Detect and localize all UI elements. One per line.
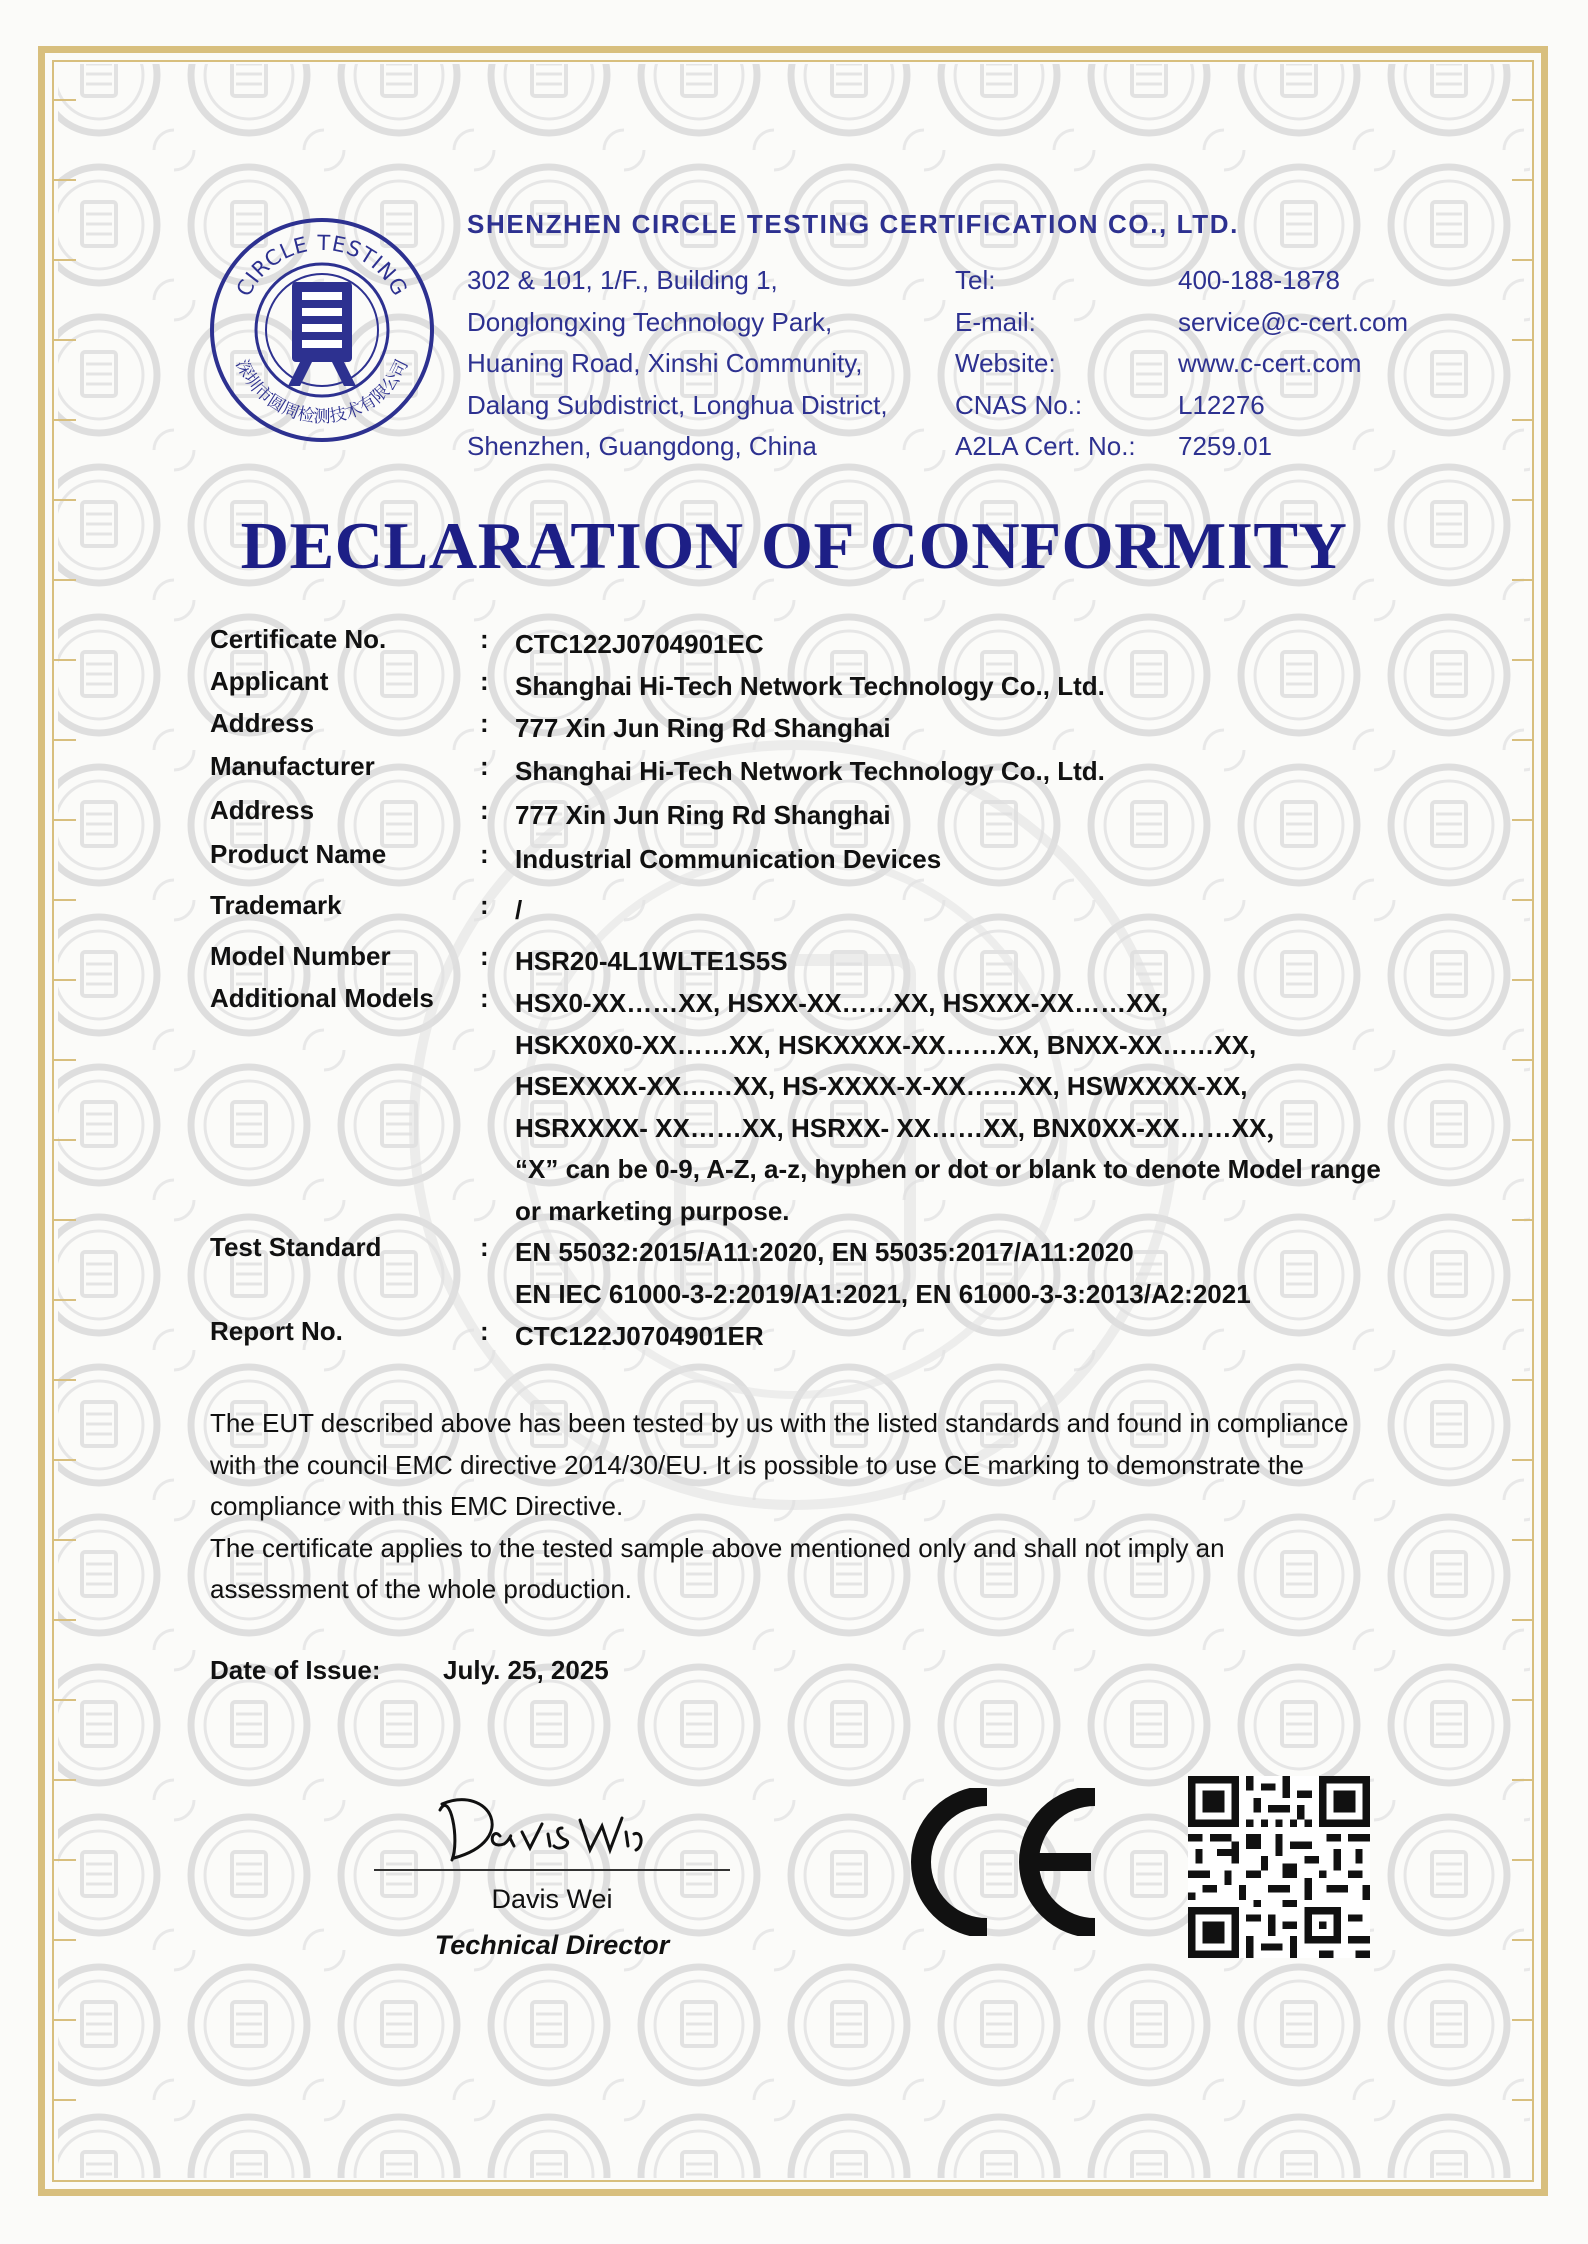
website-value[interactable]: www.c-cert.com [1178, 348, 1362, 378]
date-of-issue-label: Date of Issue: [210, 1655, 381, 1685]
left-border-ticks [54, 60, 78, 2182]
field-value: / [515, 895, 523, 925]
address-line: Donglongxing Technology Park, [467, 306, 833, 337]
field-colon: : [480, 708, 489, 738]
compliance-statement [210, 1403, 1460, 1611]
statement-line: The EUT described above has been tested by us with the listed standards and found in compliance [210, 1408, 1349, 1438]
field-colon: : [480, 983, 489, 1013]
field-colon: : [480, 941, 489, 971]
contact-labels [955, 260, 1136, 468]
field-value: CTC122J0704901EC [515, 629, 764, 659]
field-value: 777 Xin Jun Ring Rd Shanghai [515, 800, 891, 830]
field-label: Certificate No. [210, 624, 387, 654]
field-label: Model Number [210, 941, 391, 971]
field-label: Applicant [210, 666, 329, 696]
field-row-additional-models [210, 983, 1470, 1232]
signature-line [374, 1869, 730, 1871]
field-row-test-standard [210, 1232, 1470, 1316]
email-label: E-mail: [955, 306, 1036, 337]
field-row-trademark [210, 890, 1470, 941]
statement-line: with the council EMC directive 2014/30/EU. It is possible to use CE marking to demonstrate the [210, 1449, 1304, 1480]
field-value-line: or marketing purpose. [515, 1195, 790, 1226]
statement-line: compliance with this EMC Directive. [210, 1491, 624, 1521]
certificate-fields [210, 624, 1470, 1358]
a2la-label: A2LA Cert. No.: [955, 431, 1136, 461]
field-value-line: HSX0-XX……XX, HSXX-XX……XX, HSXXX-XX……XX, [515, 988, 1169, 1018]
field-label: Trademark [210, 890, 342, 920]
signer-title: Technical Director [434, 1930, 670, 1960]
field-colon: : [480, 751, 489, 781]
field-colon: : [480, 624, 489, 654]
field-colon: : [480, 839, 489, 869]
field-row-applicant [210, 666, 1470, 708]
field-row-certificate-no [210, 624, 1470, 666]
a2la-value: 7259.01 [1178, 431, 1272, 461]
field-value: Shanghai Hi-Tech Network Technology Co., Ltd. [515, 756, 1105, 786]
field-label: Additional Models [210, 983, 434, 1013]
handwritten-signature [430, 1780, 650, 1876]
field-value-line: EN IEC 61000-3-2:2019/A1:2021, EN 61000-3-3:2013/A2:2021 [515, 1278, 1251, 1309]
field-label: Report No. [210, 1316, 343, 1346]
field-label: Address [210, 795, 315, 825]
field-value-line: EN 55032:2015/A11:2020, EN 55035:2017/A11:2020 [515, 1237, 1134, 1267]
date-of-issue-value: July. 25, 2025 [443, 1655, 609, 1685]
field-value: Shanghai Hi-Tech Network Technology Co., Ltd. [515, 671, 1105, 701]
svg-text:深圳市圆周检测技术有限公司 [231, 357, 412, 427]
field-colon: : [480, 666, 489, 696]
field-value-line: HSKX0X0-XX……XX, HSKXXXX-XX……XX, BNXX-XX……XX, [515, 1029, 1257, 1060]
cnas-label: CNAS No.: [955, 389, 1083, 420]
field-colon: : [480, 1316, 489, 1346]
field-value: Industrial Communication Devices [515, 844, 942, 874]
field-row-address [210, 708, 1470, 751]
field-row-model-number [210, 941, 1470, 983]
signer-name: Davis Wei [491, 1884, 613, 1914]
field-colon: : [480, 890, 489, 920]
cnas-value: L12276 [1178, 389, 1265, 420]
field-label: Address [210, 708, 315, 738]
statement-line: The certificate applies to the tested sample above mentioned only and shall not imply an [210, 1532, 1225, 1563]
document-title: DECLARATION OF CONFORMITY [240, 509, 1348, 583]
circle-testing-seal-icon [208, 216, 436, 444]
right-border-ticks [1510, 60, 1534, 2182]
statement-line: assessment of the whole production. [210, 1574, 633, 1604]
address-line: Dalang Subdistrict, Longhua District, [467, 389, 888, 420]
field-value-line: “X” can be 0-9, A-Z, a-z, hyphen or dot or blank to denote Model range [515, 1154, 1381, 1184]
field-row-product-name [210, 839, 1470, 890]
field-value-line: HSRXXXX- XX……XX, HSRXX- XX……XX, BNX0XX-XX……XX， [515, 1112, 1293, 1143]
field-label: Test Standard [210, 1232, 382, 1262]
field-value: HSR20-4L1WLTE1S5S [515, 946, 788, 976]
address-line: 302 & 101, 1/F., Building 1, [467, 265, 778, 295]
field-row-report-no [210, 1316, 1470, 1358]
field-row-manufacturer-address [210, 795, 1470, 839]
ce-mark-icon [895, 1788, 1105, 1936]
tel-label: Tel: [955, 265, 996, 295]
email-value[interactable]: service@c-cert.com [1178, 306, 1409, 337]
contact-values [1178, 260, 1408, 468]
field-value: 777 Xin Jun Ring Rd Shanghai [515, 713, 891, 743]
seal-bottom-text: 深圳市圆周检测技术有限公司 [231, 356, 413, 427]
address-line: Shenzhen, Guangdong, China [467, 431, 817, 461]
address-line: Huaning Road, Xinshi Community, [467, 348, 863, 378]
website-label: Website: [955, 348, 1056, 378]
qr-code-icon[interactable] [1188, 1776, 1370, 1958]
field-colon: : [480, 795, 489, 825]
field-row-manufacturer [210, 751, 1470, 795]
field-label: Product Name [210, 839, 387, 869]
field-value: CTC122J0704901ER [515, 1321, 764, 1351]
company-name: SHENZHEN CIRCLE TESTING CERTIFICATION CO., LTD. [467, 209, 1239, 239]
seal-top-text: CIRCLE TESTING [231, 230, 413, 301]
field-label: Manufacturer [210, 751, 375, 781]
field-value-line: HSEXXXX-XX……XX, HS-XXXX-X-XX……XX, HSWXXXX-XX, [515, 1071, 1248, 1101]
company-address [467, 260, 888, 468]
tel-value: 400-188-1878 [1178, 265, 1340, 295]
field-colon: : [480, 1232, 489, 1262]
